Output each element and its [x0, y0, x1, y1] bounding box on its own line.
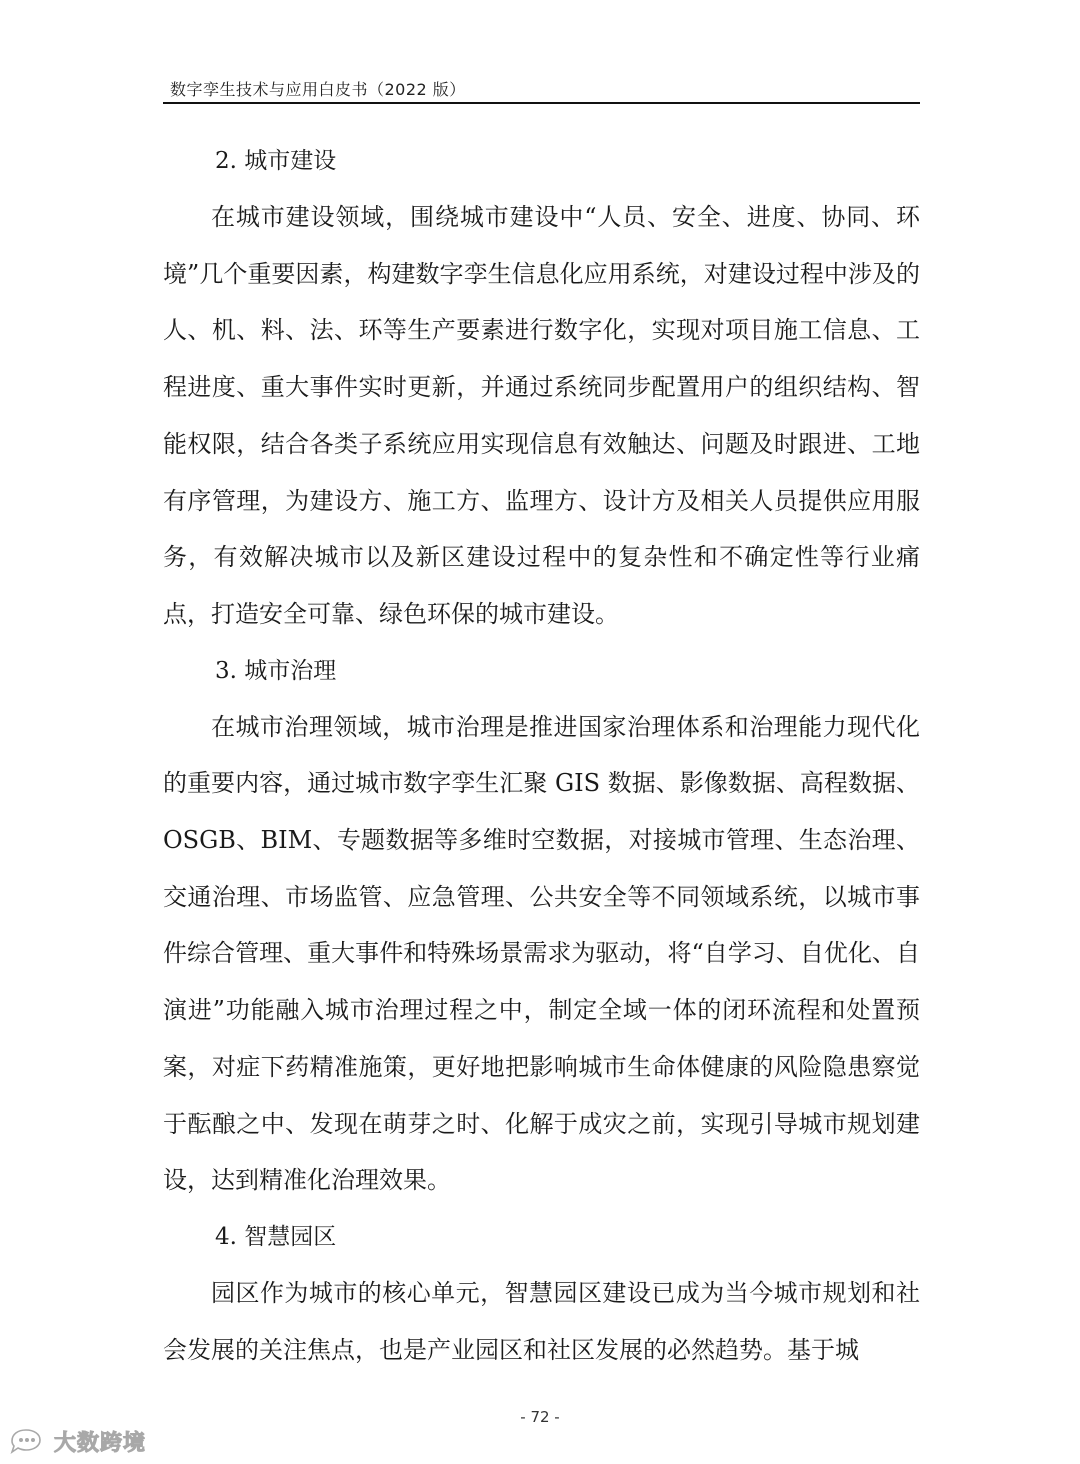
header-title: 数字孪生技术与应用白皮书（2022 版） [170, 80, 466, 99]
document-body [163, 133, 920, 1378]
page-number: - 72 - [520, 1408, 560, 1426]
section-heading: 4. 智慧园区 [215, 1223, 337, 1250]
watermark-text: 大数跨境 [54, 1430, 147, 1456]
section-paragraph: 在城市治理领域，城市治理是推进国家治理体系和治理能力现代化的重要内容，通过城市数字孪生汇聚 GIS 数据、影像数据、高程数据、OSGB、BIM、专题数据等多维时空数据，对接城市管理、生态治理、交通治理、市场监管、应急管理、公共安全等不同领域系统，以城市事件综合管理、重大事件和特殊场景需求为驱动，将“自学习、自优化、自演进”功能融入城市治理过程之中，制定全域一体的闭环流程和处置预案，对症下药精准施策，更好地把影响城市生命体健康的风险隐患察觉于酝酿之中、发现在萌芽之时、化解于成灾之前，实现引导城市规划建设，达到精准化治理效果。 [163, 712, 920, 1195]
page-header [163, 74, 920, 104]
section-urban-governance [163, 643, 920, 1209]
watermark [8, 1425, 146, 1457]
section-heading: 2. 城市建设 [215, 148, 337, 174]
section-smart-park [163, 1209, 920, 1378]
section-paragraph: 园区作为城市的核心单元，智慧园区建设已成为当今城市规划和社会发展的关注焦点，也是产业园区和社区发展的必然趋势。基于城 [163, 1278, 920, 1364]
chat-bubble-icon [8, 1427, 48, 1455]
section-urban-construction [163, 133, 920, 643]
section-heading: 3. 城市治理 [215, 657, 337, 684]
section-paragraph: 在城市建设领域，围绕城市建设中“人员、安全、进度、协同、环境”几个重要因素，构建数字孪生信息化应用系统，对建设过程中涉及的人、机、料、法、环等生产要素进行数字化，实现对项目施工信息、工程进度、重大事件实时更新，并通过系统同步配置用户的组织结构、智能权限，结合各类子系统应用实现信息有效触达、问题及时跟进、工地有序管理，为建设方、施工方、监理方、设计方及相关人员提供应用服务，有效解决城市以及新区建设过程中的复杂性和不确定性等行业痛点，打造安全可靠、绿色环保的城市建设。 [163, 203, 920, 628]
